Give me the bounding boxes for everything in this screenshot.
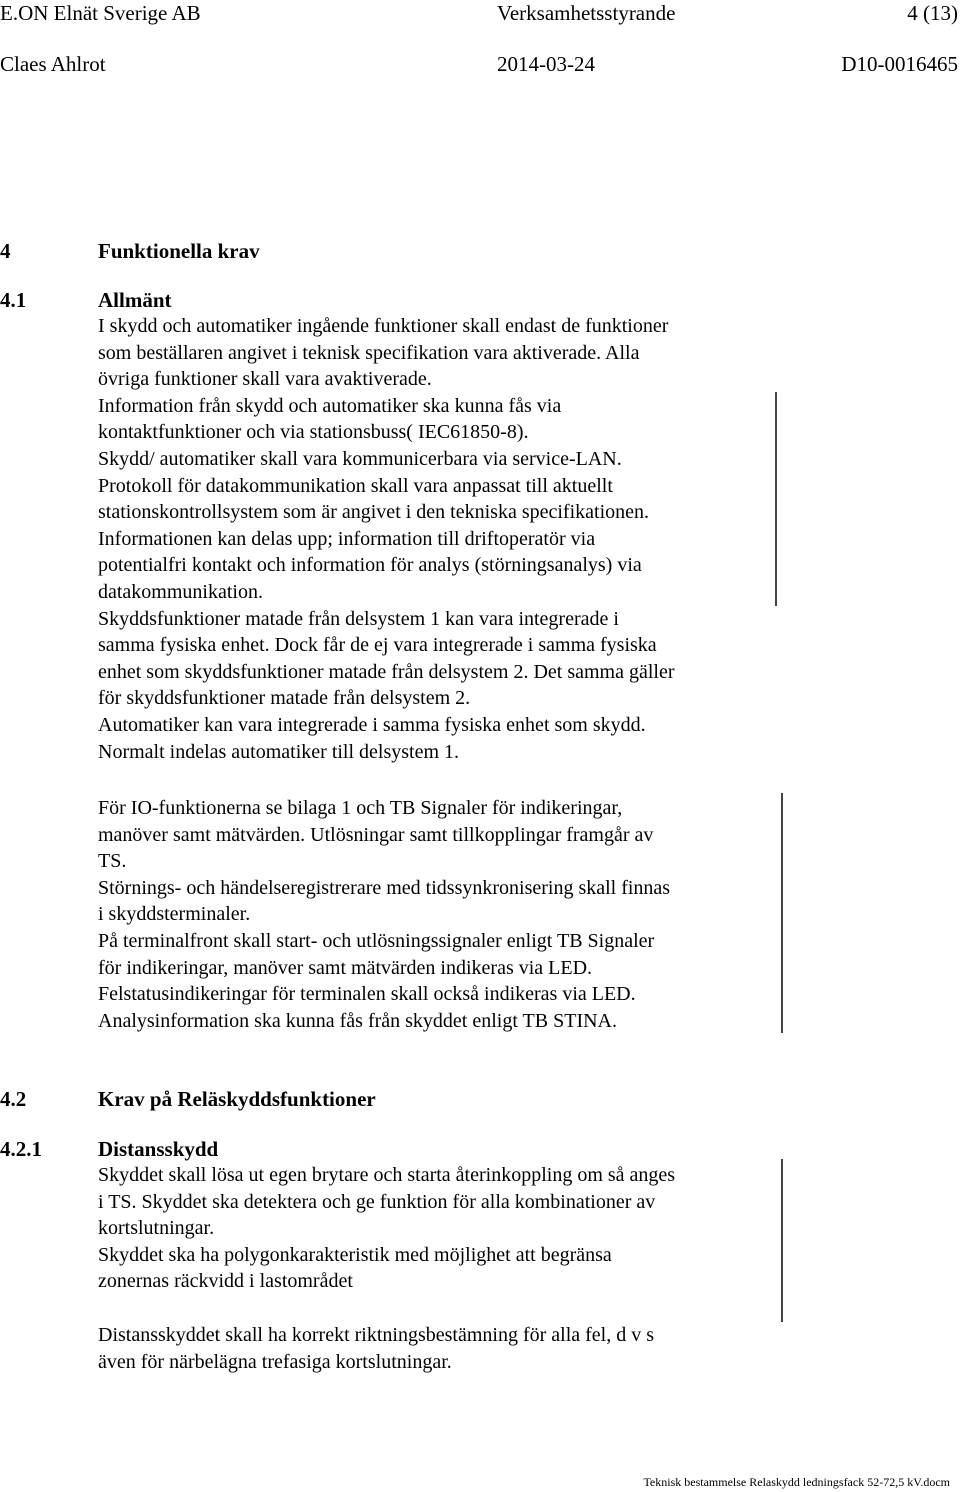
text-line: Skyddet ska ha polygonkarakteristik med möjlighet att begränsa: [98, 1243, 612, 1266]
text-line: enhet som skyddsfunktioner matade från delsystem 2. Det samma gäller: [98, 660, 675, 683]
text-line: för skyddsfunktioner matade från delsystem 2.: [98, 687, 471, 710]
company-name: E.ON Elnät Sverige AB: [0, 1, 201, 25]
text-line: Information från skydd och automatiker ska kunna fås via: [98, 394, 562, 417]
text-line: kontaktfunktioner och via stationsbuss( IEC61850-8).: [98, 421, 529, 444]
revision-change-bar: [781, 793, 783, 1033]
section-title: Funktionella krav: [98, 239, 260, 263]
text-line: stationskontrollsystem som är angivet i den tekniska specifikationen.: [98, 501, 650, 524]
text-line: TS.: [98, 850, 127, 873]
text-line: Skydd/ automatiker skall vara kommunicerbara via service-LAN.: [98, 447, 622, 470]
section-title: Allmänt: [98, 288, 172, 312]
text-line: manöver samt mätvärden. Utlösningar samt tillkopplingar framgår av: [98, 823, 654, 846]
section-title: Distansskydd: [98, 1137, 219, 1161]
text-line: kortslutningar.: [98, 1217, 215, 1240]
text-line: som beställaren angivet i teknisk specifikation vara aktiverade. Alla: [98, 341, 640, 364]
text-line: Skyddsfunktioner matade från delsystem 1 kan vara integrerade i: [98, 607, 619, 630]
text-line: även för närbelägna trefasiga kortslutningar.: [98, 1350, 452, 1373]
document-footer-filename: Teknisk bestammelse Relaskydd ledningsfack 52-72,5 kV.docm: [643, 1475, 950, 1489]
paragraph-general-requirements: [98, 313, 675, 765]
text-line: potentialfri kontakt och information för analys (störningsanalys) via: [98, 554, 642, 577]
paragraph-io-functions: [98, 795, 670, 1034]
text-line: i TS. Skyddet ska detektera och ge funktion för alla kombinationer av: [98, 1190, 656, 1213]
text-line: datakommunikation.: [98, 580, 263, 603]
department-name: Verksamhetsstyrande: [497, 1, 676, 25]
revision-change-bar: [781, 1159, 783, 1322]
text-line: Automatiker kan vara integrerade i samma fysiska enhet som skydd.: [98, 713, 646, 736]
text-line: Analysinformation ska kunna fås från skyddet enligt TB STINA.: [98, 1009, 617, 1032]
text-line: Protokoll för datakommunikation skall vara anpassat till aktuellt: [98, 474, 613, 497]
text-line: I skydd och automatiker ingående funktioner skall endast de funktioner: [98, 315, 669, 337]
document-id: D10-0016465: [841, 52, 958, 76]
text-line: Skyddet skall lösa ut egen brytare och starta återinkoppling om så anges: [98, 1164, 676, 1186]
text-line: För IO-funktionerna se bilaga 1 och TB Signaler för indikeringar,: [98, 797, 623, 819]
text-line: zonernas räckvidd i lastområdet: [98, 1270, 353, 1293]
paragraph-direction-determination: [98, 1322, 654, 1375]
text-line: i skyddsterminaler.: [98, 903, 251, 926]
text-line: Normalt indelas automatiker till delsystem 1.: [98, 740, 460, 763]
section-number: 4.2: [0, 1087, 27, 1111]
section-number: 4: [0, 239, 11, 263]
section-title: Krav på Reläskyddsfunktioner: [98, 1087, 376, 1111]
document-date: 2014-03-24: [497, 52, 595, 76]
text-line: övriga funktioner skall vara avaktiverade.: [98, 368, 432, 391]
text-line: Distansskyddet skall ha korrekt riktningsbestämning för alla fel, d v s: [98, 1324, 655, 1346]
paragraph-distance-protection: [98, 1162, 675, 1295]
page-number: 4 (13): [907, 1, 958, 25]
text-line: för indikeringar, manöver samt mätvärden indikeras via LED.: [98, 956, 593, 979]
text-line: samma fysiska enhet. Dock får de ej vara integrerade i samma fysiska: [98, 634, 657, 657]
text-line: På terminalfront skall start- och utlösningssignaler enligt TB Signaler: [98, 929, 655, 952]
text-line: Störnings- och händelseregistrerare med tidssynkronisering skall finnas: [98, 876, 671, 899]
revision-change-bar: [775, 392, 777, 606]
text-line: Felstatusindikeringar för terminalen skall också indikeras via LED.: [98, 983, 636, 1006]
text-line: Informationen kan delas upp; information till driftoperatör via: [98, 527, 596, 550]
section-number: 4.2.1: [0, 1137, 42, 1161]
section-number: 4.1: [0, 288, 27, 312]
author-name: Claes Ahlrot: [0, 52, 106, 76]
